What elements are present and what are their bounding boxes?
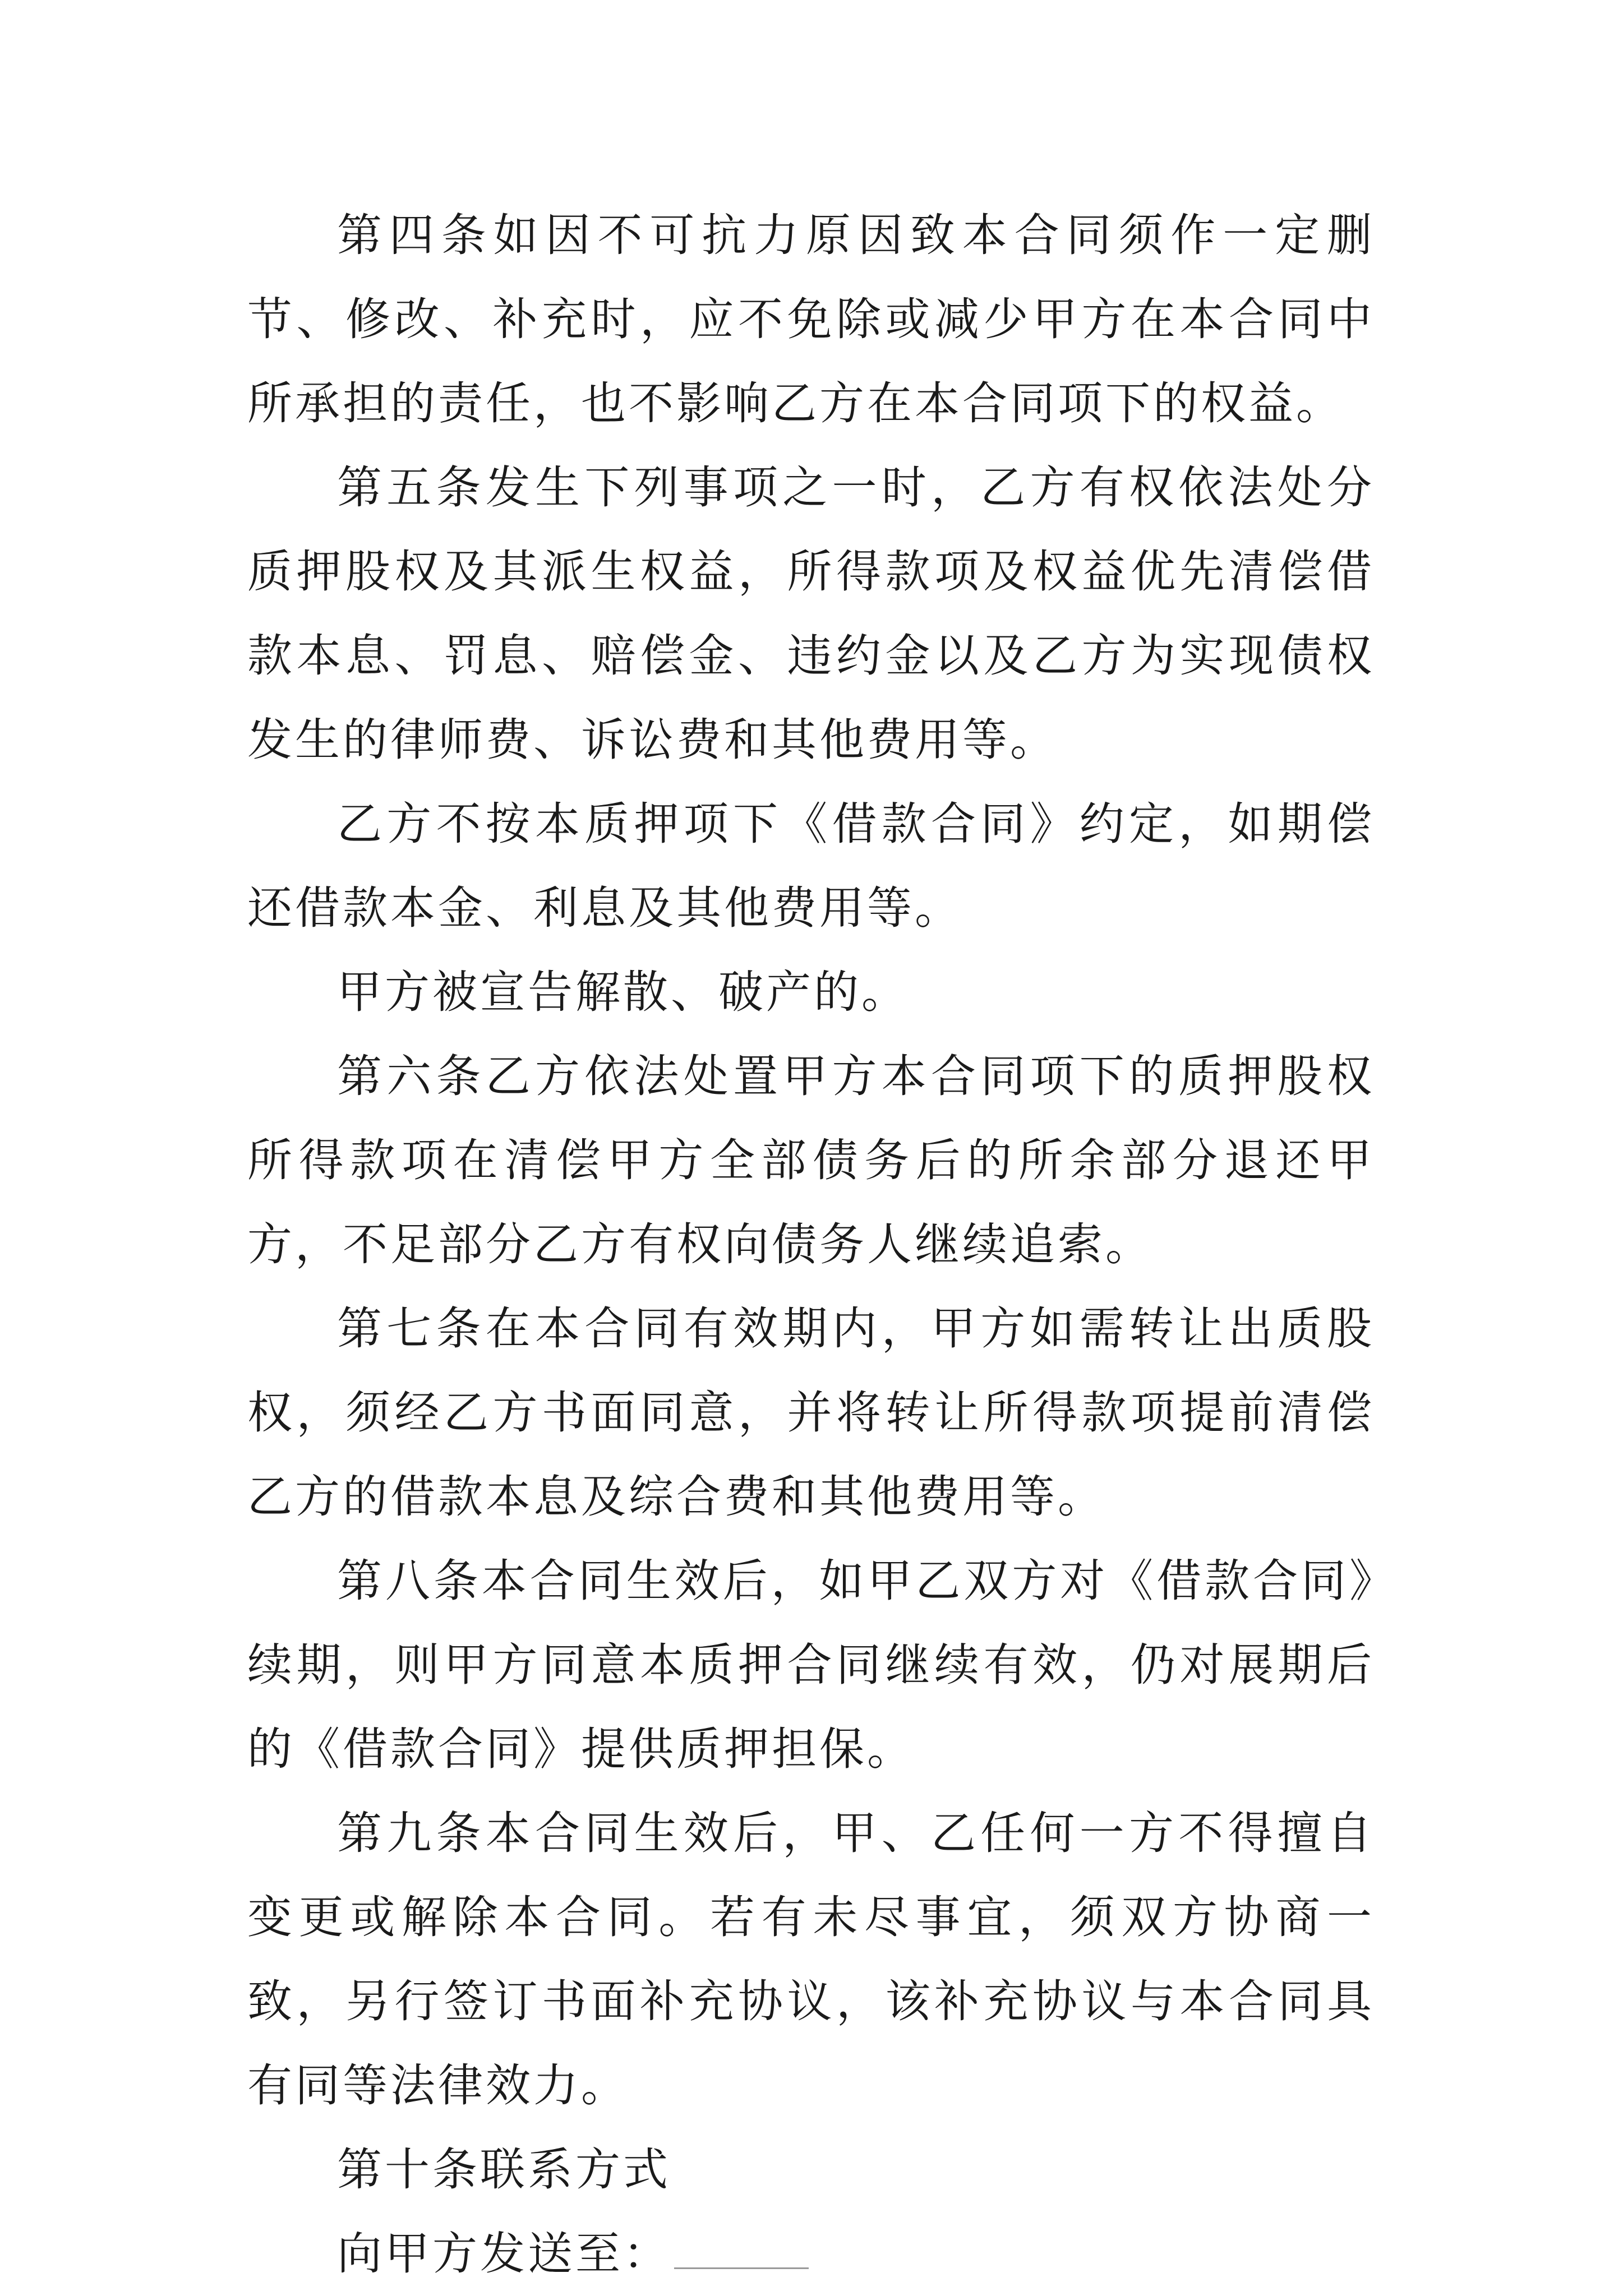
contact-line	[247, 2212, 1375, 2296]
paragraph-article-8: 第八条本合同生效后，如甲乙双方对《借款合同》续期，则甲方同意本质押合同继续有效，仍对展期后的《借款合同》提供质押担保。	[247, 1555, 1375, 1775]
paragraph-article-5: 第五条发生下列事项之一时，乙方有权依法处分质押股权及其派生权益，所得款项及权益优先清偿借款本息、罚息、赔偿金、违约金以及乙方为实现债权发生的律师费、诉讼费和其他费用等。	[247, 461, 1375, 766]
document-body	[247, 193, 1375, 2296]
paragraph-article-7: 第七条在本合同有效期内，甲方如需转让出质股权，须经乙方书面同意，并将转让所得款项提前清偿乙方的借款本息及综合费和其他费用等。	[247, 1302, 1375, 1523]
contact-label: 向甲方发送至：	[337, 2228, 671, 2280]
paragraph-article-4: 第四条如因不可抗力原因致本合同须作一定删节、修改、补充时，应不免除或减少甲方在本合同中所承担的责任，也不影响乙方在本合同项下的权益。	[247, 209, 1375, 429]
paragraph-article-5-item-1: 乙方不按本质押项下《借款合同》约定，如期偿还借款本金、利息及其他费用等。	[247, 798, 1375, 934]
contact-blank-field	[674, 2223, 809, 2269]
paragraph-article-6: 第六条乙方依法处置甲方本合同项下的质押股权所得款项在清偿甲方全部债务后的所余部分退还甲方，不足部分乙方有权向债务人继续追索。	[247, 1050, 1375, 1271]
paragraph-article-10: 第十条联系方式	[337, 2143, 671, 2196]
paragraph-article-9: 第九条本合同生效后，甲、乙任何一方不得擅自变更或解除本合同。若有未尽事宜，须双方协商一致，另行签订书面补充协议，该补充协议与本合同具有同等法律效力。	[247, 1807, 1375, 2112]
paragraph-article-5-item-2: 甲方被宣告解散、破产的。	[337, 966, 909, 1018]
